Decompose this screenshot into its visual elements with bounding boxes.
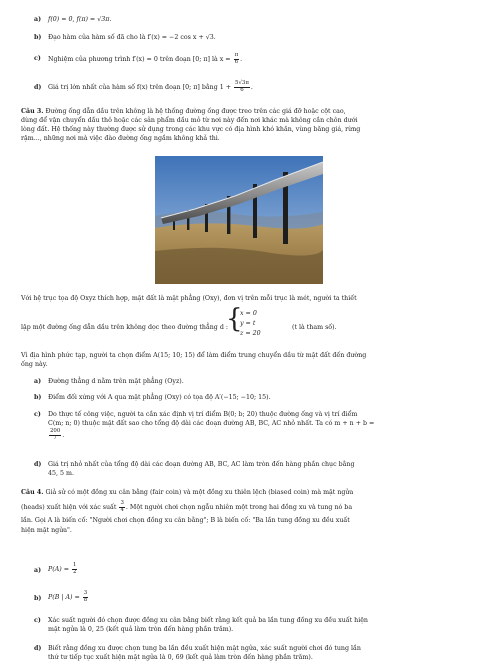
- question-3-terrain-line-1: Vì địa hình phức tạp, người ta chọn điểm A(15; 10; 15) để làm điểm trung chuyển dầu từ mặt đất đến đường: [21, 352, 367, 359]
- option-label-a: a): [34, 16, 42, 23]
- option-label-d: d): [34, 645, 42, 652]
- question-3-terrain-line-2: ống này.: [21, 361, 48, 368]
- fraction-denominator: 8: [83, 596, 88, 603]
- system-equation-x: x = 0: [240, 310, 257, 317]
- question-4-intro-line-3: lần. Gọi A là biến cố: "Người chơi chọn đồng xu cân bằng"; B là biến cố: "Ba lần tung đồng xu đều xuất: [21, 517, 350, 524]
- fraction-denominator: 7: [53, 434, 57, 441]
- prev-option-d-fraction: [234, 81, 250, 94]
- option-label-a: a): [34, 378, 42, 385]
- question-4-option-a-fraction: [72, 563, 77, 576]
- question-4-option-b-text: P(B | A) =: [48, 593, 80, 601]
- question-3-intro-line-2: dùng để vận chuyển dầu thô hoặc các sản phẩm dầu mỏ từ nơi này đến nơi khác mà không cần chôn dưới: [21, 117, 358, 124]
- prev-option-d: [48, 81, 253, 94]
- question-4-option-c-line-2: mặt ngửa là 0, 25 (kết quả làm tròn đến hàng phần trăm).: [48, 626, 234, 633]
- pipeline-illustration: [155, 156, 323, 284]
- question-3-option-d-line-2: 45, 5 m.: [48, 470, 74, 477]
- question-4-intro-line-2: [21, 501, 352, 514]
- question-3-intro-text: Đường ống dẫn dầu trên không là hệ thống đường ống được treo trên các giá đỡ hoặc cột cao,: [45, 108, 346, 115]
- line-d-system: [240, 309, 261, 338]
- question-3-intro-line-1: [21, 108, 346, 116]
- parameter-note: (t là tham số).: [292, 324, 337, 331]
- question-4-intro-text: Giả sử có một đồng xu cân bằng (fair coin) và một đồng xu thiên lệch (biased coin) mà mặt ngửa: [45, 489, 354, 496]
- system-equation-y: y = t: [240, 319, 256, 327]
- punctuation: .: [240, 55, 243, 63]
- fraction-numerator: 5√3π: [235, 80, 249, 86]
- question-4-intro-line-1: [21, 489, 353, 497]
- question-3-option-b-text: Điểm đối xứng với A qua mặt phẳng (Oxy) có tọa độ A′(−15; −10; 15).: [48, 394, 271, 401]
- fraction-numerator: 3: [83, 590, 88, 596]
- question-4-option-d-line-1: Biết rằng đồng xu được chọn tung ba lần đều xuất hiện mặt ngửa, xác suất người chơi đó tung lần: [48, 645, 361, 652]
- option-label-c: c): [34, 617, 41, 624]
- question-3-coord-line-2: lập một đường ống dẫn dầu trên không dọc theo đường thẳng d :: [21, 324, 228, 331]
- option-label-d: d): [34, 84, 42, 91]
- question-4-option-b-fraction: [83, 591, 88, 604]
- prev-option-a-text: f(0) = 0, f(π) = √3π.: [48, 16, 112, 23]
- option-label-b: b): [34, 34, 42, 41]
- option-label-b: b): [34, 394, 42, 401]
- question-4-intro-text: . Một người chơi chọn ngẫu nhiên một trong hai đồng xu và tung nó ba: [125, 503, 353, 511]
- option-label-a: a): [34, 567, 42, 574]
- question-3-option-c-line-1: Do thực tế công việc, người ta cần xác định vị trí điểm B(0; b; 20) thuộc đường ống và vị trí điểm: [48, 411, 358, 418]
- question-4-option-b: [48, 591, 89, 604]
- question-3-option-c-fraction: [49, 429, 61, 442]
- question-3-intro-line-4: rậm..., những nơi mà việc đào đường ống ngầm không khả thi.: [21, 135, 220, 142]
- fraction-numerator: 3: [120, 500, 124, 506]
- question-4-intro-text: (heads) xuất hiện với xác suất: [21, 503, 117, 511]
- prev-option-d-text: Giá trị lớn nhất của hàm số f(x) trên đoạn [0; π] bằng 1 +: [48, 83, 232, 91]
- question-4-option-a: [48, 563, 78, 576]
- question-3-option-c-answer: [48, 429, 64, 442]
- system-brace: {: [226, 304, 243, 334]
- system-equation-z: z = 20: [240, 329, 261, 337]
- option-label-c: c): [34, 55, 41, 62]
- prev-option-c-fraction: [234, 52, 243, 66]
- question-4-option-c-line-1: Xác suất người đó chọn được đồng xu cân bằng biết rằng kết quả ba lần tung đồng xu đều xuất hiện: [48, 617, 368, 624]
- prev-option-c-text: Nghiệm của phương trình f′(x) = 0 trên đoạn [0; π] là x =: [48, 55, 231, 63]
- question-3-intro-line-3: lòng đất. Hệ thống này thường được sử dụng trong các khu vực có địa hình khó khăn, vùng băng giá, rừng: [21, 126, 361, 133]
- fraction-denominator: 2: [73, 568, 77, 575]
- question-4-heading: Câu 4.: [21, 489, 44, 496]
- option-label-c: c): [34, 411, 41, 418]
- fraction-denominator: 6: [234, 58, 239, 65]
- question-3-option-c-line-2: C(m; n; 0) thuộc mặt đất sao cho tổng độ dài các đoạn đường AB, BC, AC nhỏ nhất. Ta có m + n + b =: [48, 420, 375, 427]
- biased-coin-probability: [119, 501, 124, 514]
- question-3-option-a-text: Đường thẳng d nằm trên mặt phẳng (Oyz).: [48, 378, 184, 385]
- fraction-numerator: π: [234, 52, 239, 58]
- fraction-numerator: 200: [50, 428, 61, 434]
- option-label-d: d): [34, 461, 42, 468]
- pipeline-photo: [155, 156, 323, 284]
- fraction-denominator: 4: [120, 506, 124, 513]
- prev-option-c: [48, 53, 242, 66]
- punctuation: .: [250, 83, 253, 91]
- fraction-denominator: 6: [240, 86, 244, 93]
- fraction-numerator: 1: [73, 562, 77, 568]
- question-4-intro-line-4: hiện mặt ngửa".: [21, 527, 72, 534]
- question-4-option-d-line-2: thứ tư tiếp tục xuất hiện mặt ngửa là 0, 69 (kết quả làm tròn đến hàng phần trăm).: [48, 654, 313, 661]
- question-3-coord-line-1: Với hệ trục tọa độ Oxyz thích hợp, mặt đất là mặt phẳng (Oxy), đơn vị trên mỗi trục là mét, người ta thiết: [21, 295, 357, 302]
- question-3-option-d-line-1: Giá trị nhỏ nhất của tổng độ dài các đoạn đường AB, BC, AC làm tròn đến hàng phần chục bằng: [48, 461, 355, 468]
- question-3-heading: Câu 3.: [21, 108, 44, 115]
- question-4-option-a-text: P(A) =: [48, 565, 69, 573]
- option-label-b: b): [34, 595, 42, 602]
- prev-option-b-text: Đạo hàm của hàm số đã cho là f′(x) = −2 cos x + √3.: [48, 34, 216, 41]
- punctuation: .: [62, 431, 65, 439]
